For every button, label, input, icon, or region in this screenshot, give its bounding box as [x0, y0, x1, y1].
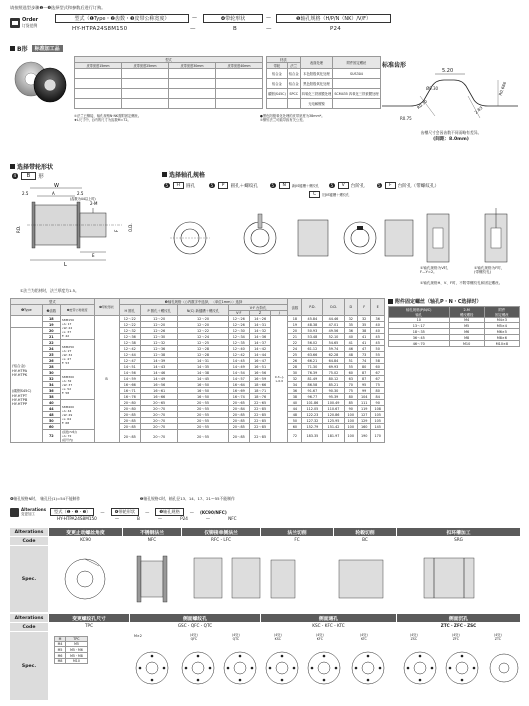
order-cn: 订货范例: [22, 23, 38, 28]
alterations-spec-drawings-1: [49, 546, 520, 612]
svg-text:2.5: 2.5: [77, 191, 84, 196]
table-row: 48 20～85 20～70 20～55 20～85 22～85 48 122.23 120.86 100 127 105: [11, 412, 385, 418]
table-row: 28 14～51 14～43 14～35 14～49 16～51 28 71.30 69.93 55 80 60: [11, 364, 385, 370]
alterations-table-2: Alterations Code Spec. 变更螺纹孔尺寸 TPC 侧面螺纹孔 GSC・QFC・QTC 侧面通孔 KSC・KFC・KTC 侧面沉孔 ZTC・ZFC・ZSC M TPC M4 M5 M5 M5・M6 M6 M5・M8 M8 M10 M×2 (4处) QFC (4处) QTC (4处) KSC (4处) KFC (4处) KTC (4处) ZSC (4处) ZFC (4处) ZTC: [10, 614, 520, 702]
alt-example-type: HY-HTPA24S8M150: [57, 516, 97, 521]
tooth-dim-r3: R0.30: [415, 98, 429, 111]
bore-drawings: [165, 200, 525, 280]
bore-option-v[interactable]: 5 V 台阶孔: [330, 182, 365, 189]
alterations-badge: Alterations 变更加工: [10, 507, 46, 517]
bore-note-extra: ①轴孔规格H、V、F时，不附带螺纹孔和固定螺丝。: [420, 281, 503, 285]
table-row: 21 12～36 12～30 12～24 12～34 14～36 21 53.48 52.10 40 41 45: [11, 334, 385, 340]
bore-note-f: ①轴孔规格为F时， (带螺纹孔): [474, 266, 505, 275]
alterations-table-1: Alterations Code Spec. 变更止动螺丝角度 KC90 不锈钢法兰 NFC 仅铆接单侧法兰 RFC・LFC 法兰切削 FC 轮毂切削 BC 扣环槽加工 SRG: [10, 528, 520, 612]
alt-order-shape: ❹带轮形状: [111, 508, 140, 516]
width-group-cell: S8M250 •A: 27 •W: 32 •L: 47 F: 53: [60, 340, 94, 370]
width-group-cell: S8M300 •A: 32 •W: 37 •L: 52 F: 58: [60, 370, 94, 400]
spec-table: 型式 ❹带轮形状 ❺轴孔规格（○内数字中选择，〈单位1mm〉）选择 齿数 P.D. O.D. D F E ❶Type ❷齿数 ❸皮带公称宽度 H 圆孔 P 圆孔＋螺纹孔 N(C) 新键槽＋螺纹孔 V·F 台阶孔 V·F Z J 18 S8M150 •A: 17 •W: 22 •L: 37 F: 42 B 12～22 12～20 12～20 12～26 14～26 0.3~J- L-0.0 18 45.84 44.46 32 32 36 19 12～22 12～20 12～20 12～26 14～31 19 48.38 47.01 35 35 40 (铝合金) HY-HTPA HY-HTPK (碳钢S45C) HY-HTPT HY-HTPB HY-HTPP 20 12～32 12～26 12～22 12～30 14～32 20 50.93 49.56 36 38 40 21 12～36 12～30 12～24 12～34 14～36 21 53.48 52.10 40 41 45 22 S8M250 •A: 27 •W: 32 •L: 47 F: 53 12～38 12～32 12～25 12～35 14～37 22 56.02 54.65 41 41 45 24 12～42 12～36 12～28 12～40 14～42 24 61.12 59.74 46 47 50 25 12～44 12～38 12～28 12～42 14～44 25 63.66 62.28 48 73 55 26 12～47 14～39 14～31 14～45 16～47 26 66.21 64.84 51 74 58 28 14～51 14～43 14～35 14～49 16～51 28 71.30 69.93 55 80 60 30 S8M300 •A: 32 •W: 37 •L: 52 F: 58 14～56 14～46 14～38 14～54 16～56 30 76.39 75.02 60 87 67 32 14～59 14～49 14～45 14～57 16～59 32 81.49 80.12 63 87 67 34 16～66 16～56 16～50 16～64 18～66 34 86.58 85.21 70 95 75 36 16～71 16～61 16～50 16～69 18～71 36 91.67 90.30 75 99 80 38 16～76 16～66 16～50 16～74 18～76 38 96.77 95.39 80 104 84 40 S8M400 •A: 44 •W: 49 •L: 64 F: 68 20～80 20～65 20～55 20～65 22～65 40 101.86 100.49 85 111 90 44 20～80 20～70 20～55 20～84 22～85 44 112.05 110.67 90 119 108 48 20～85 20～70 20～55 20～85 22～85 48 122.23 120.86 100 127 105 50 20～85 20～70 20～55 20～85 22～85 50 127.32 125.95 100 129 105 60 20～85 20～70 20～55 20～85 22～85 60 152.79 151.42 100 160 145 72 (齿数72时) •A: 72 (括号内) 20～85 20～70 20～55 20～85 22～85 72 183.35 181.97 100 190 170: [10, 298, 385, 443]
table-row: (铝合金) HY-HTPA HY-HTPK (碳钢S45C) HY-HTPT HY-HTPB HY-HTPP 20 12～32 12～26 12～22 12～30 14～32 20 50.93 49.56 36 38 40: [11, 328, 385, 334]
tooth-caption: 齿槽尺寸会因齿数不同而略有差异。: [420, 130, 482, 135]
b-shape-title: B形 标准加工品: [10, 44, 63, 53]
tooth-profile-drawing: [380, 66, 520, 128]
order-shape-label: ❹带轮形状: [203, 14, 263, 23]
bore-spec-title: 选择轴孔规格: [162, 170, 205, 179]
table-row: 36 16～71 16～61 16～50 16～69 18～71 36 91.67 90.30 75 99 80: [11, 388, 385, 394]
tpc-table: M TPC M4 M5 M5 M5・M6 M6 M5・M8 M8 M10: [54, 636, 88, 664]
alt-order-type: 型式（❶・❷・❸）: [50, 508, 94, 516]
screw-table: 轴孔规格(P/N/C) 轴孔 2-M 螺纹螺栓 附件 固定螺丝 10 M4 M4×3 13～17 M5 M5×4 18～35 M6 M6×5 36～45 M8 M8×6 46～70 M10 M10×8: [388, 306, 520, 347]
pulley-photo: [12, 55, 68, 107]
alterations-spec-drawings-2: [130, 640, 520, 698]
table-row: 34 16～66 16～56 16～50 16～64 18～66 34 86.58 85.21 70 95 75: [11, 382, 385, 388]
main-footnote-3: ❺轴孔规格C时，轴孔径13、14、17、21～55不能制作: [140, 496, 235, 501]
tooth-profile-title: 标准齿形: [382, 62, 407, 69]
table-row: 44 20～80 20～70 20～55 20～84 22～85 44 112.05 110.67 90 119 108: [11, 406, 385, 412]
order-example-shape: B: [233, 26, 237, 32]
tooth-pitch: (间距：8.0mm): [433, 137, 469, 142]
table-row: 38 16～76 16～66 16～50 16～74 18～76 38 96.77 95.39 80 104 84: [11, 394, 385, 400]
screw-table-title: 附件固定螺丝（轴孔P・N・C选择时）: [388, 298, 482, 305]
belt-shape-title: 选择带轮形状: [10, 162, 53, 171]
svg-text:W: W: [54, 183, 59, 189]
b-note-3: ★L尺寸中，()内的尺寸为齿数M=72。: [74, 118, 131, 123]
order-type-label: 型式（❶Type・❷齿数・❸皮带公称宽度）: [55, 14, 189, 23]
width-group-cell: S8M400 •A: 44 •W: 49 •L: 64 F: 68: [60, 400, 94, 430]
main-footnote-2: 轴孔径(1)=54不能制作: [40, 496, 81, 501]
svg-text:2-M: 2-M: [90, 201, 98, 206]
svg-text:L: L: [64, 262, 67, 268]
bore-option-c[interactable]: C 旧JIS键槽＋螺纹孔: [307, 191, 349, 198]
table-row: 60 20～85 20～70 20～55 20～85 22～85 60 152.79 151.42 100 160 145: [11, 424, 385, 430]
order-badge: [10, 15, 48, 31]
width-group-cell: S8M150 •A: 17 •W: 22 •L: 37 F: 42: [60, 316, 94, 340]
tooth-dim-r1: R0.686: [497, 81, 508, 97]
b-shape-type-table: 型式 皮带宽度15mm 皮带宽度25mm 皮带宽度30mm 皮带宽度40mm: [74, 56, 263, 109]
bore-option-h[interactable]: 5 H 圆孔: [165, 182, 196, 189]
svg-text:E: E: [92, 253, 95, 258]
alt-example-shape: B: [137, 516, 140, 521]
belt-shape-footnote: ①法兰为铝材时，法兰厚度为1.5。: [20, 288, 79, 293]
table-row: 72 (齿数72时) •A: 72 (括号内) 20～85 20～70 20～55 20～85 22～85 72 183.35 181.97 100 190 170: [11, 430, 385, 443]
belt-shape-drawing: [12, 180, 147, 288]
svg-text:P.D.: P.D.: [16, 225, 21, 233]
order-bore-label: ❺轴孔规格（H/P/N（NK）/V/F）: [276, 14, 391, 23]
table-row: 25 12～44 12～38 12～28 12～42 14～44 25 63.66 62.28 48 73 55: [11, 352, 385, 358]
svg-text:(齿数为44以上时): (齿数为44以上时): [70, 197, 96, 201]
width-group-cell: (齿数72时) •A: 72 (括号内): [60, 430, 94, 443]
alt-order-bore: ❺轴孔规格: [155, 508, 184, 516]
order-en: Order: [22, 17, 39, 23]
table-row: 19 12～22 12～20 12～20 12～26 14～31 19 48.38 47.01 35 35 40: [11, 322, 385, 328]
table-row: 26 12～47 14～39 14～31 14～45 16～47 26 66.21 64.84 51 74 58: [11, 358, 385, 364]
table-row: 30 S8M300 •A: 32 •W: 37 •L: 52 F: 58 14～56 14～46 14～38 14～54 16～56 30 76.39 75.02 60 87 67: [11, 370, 385, 376]
bore-note-v: ①轴孔规格为V时， F—Y=2。: [420, 266, 451, 275]
alterations-icon: [10, 508, 19, 517]
tooth-dim-r2: R0.75: [400, 116, 412, 121]
order-example-bore: P24: [330, 26, 341, 32]
shape-cell: B: [94, 316, 119, 443]
b-note-4: ①铆钉法兰可能导致有关公差。: [260, 118, 306, 123]
bore-option-p[interactable]: 5 P 圆孔＋螺纹孔: [210, 182, 259, 189]
main-footnote-1: ❹轴孔规格N时，: [10, 496, 40, 501]
alt-order-code: (KC90/NFC): [199, 509, 227, 515]
svg-text:F: F: [114, 229, 119, 232]
tooth-dim-depth: 2.83: [473, 105, 484, 115]
table-row: 32 14～59 14～49 14～45 14～57 16～59 32 81.49 80.12 63 87 67: [11, 376, 385, 382]
table-row: 40 S8M400 •A: 44 •W: 49 •L: 64 F: 68 20～80 20～65 20～55 20～65 22～65 40 101.86 100.49 85 111 90: [11, 400, 385, 406]
svg-text:2.5: 2.5: [22, 191, 29, 196]
b-note-1: ①法兰已铆接，轴孔规格N·NK需附固定螺丝。: [74, 114, 142, 118]
bore-option-f[interactable]: 5 F 台阶孔（带螺纹孔）: [378, 182, 440, 189]
order-example-type: HY-HTPA24S8M150: [72, 26, 128, 32]
table-row: 24 12～42 12～36 12～28 12～40 14～42 24 61.12 59.74 46 47 50: [11, 346, 385, 352]
j-cell: 0.3~J- L-0.0: [271, 316, 288, 443]
alt-example-bore: P24: [180, 516, 188, 521]
bore-option-n[interactable]: 5 N 新JIS键槽＋螺纹孔: [271, 182, 320, 188]
svg-text:O.D.: O.D.: [128, 223, 133, 232]
tooth-dim-pitch: 5.20: [442, 68, 454, 74]
alt-example-code: NFC: [228, 516, 237, 521]
tooth-dim-dia: Ø0.30: [426, 86, 439, 91]
instruction-text: 请按照选型步骤❶～❺选择型式和参数后进行订购。: [10, 5, 106, 10]
table-row: 18 S8M150 •A: 17 •W: 22 •L: 37 F: 42 B 12～22 12～20 12～20 12～26 14～26 0.3~J- L-0.0 18 45.84 44.46 32 32 36: [11, 316, 385, 322]
svg-text:A: A: [52, 191, 55, 196]
table-row: 50 20～85 20～70 20～55 20～85 22～85 50 127.32 125.95 100 129 105: [11, 418, 385, 424]
order-icon: [10, 18, 20, 28]
table-row: 22 S8M250 •A: 27 •W: 32 •L: 47 F: 53 12～38 12～32 12～25 12～35 14～37 22 56.02 54.65 41 41 45: [11, 340, 385, 346]
b-shape-material-table: 材质 表面处理 附件固定螺丝 带轮 法兰 铝合金 铝合金 本色阳极氧化处理 SUS304 铝合金 铝合金 黑色阳极氧化处理 碳钢(S45C) SPCC 四氧化三铁被膜处理 SCM435 四氧化三铁被膜处理 无电解镀镍: [266, 56, 381, 109]
type-group-cell: (铝合金) HY-HTPA HY-HTPK (碳钢S45C) HY-HTPT HY-HTPB HY-HTPP: [11, 328, 43, 443]
b-note-2: ●黑色阳极氧化处理的皮带宽度为38mm*。: [260, 114, 325, 118]
belt-shape-code: 4 B 形: [13, 173, 44, 180]
standard-tag: 标准加工品: [32, 45, 63, 52]
